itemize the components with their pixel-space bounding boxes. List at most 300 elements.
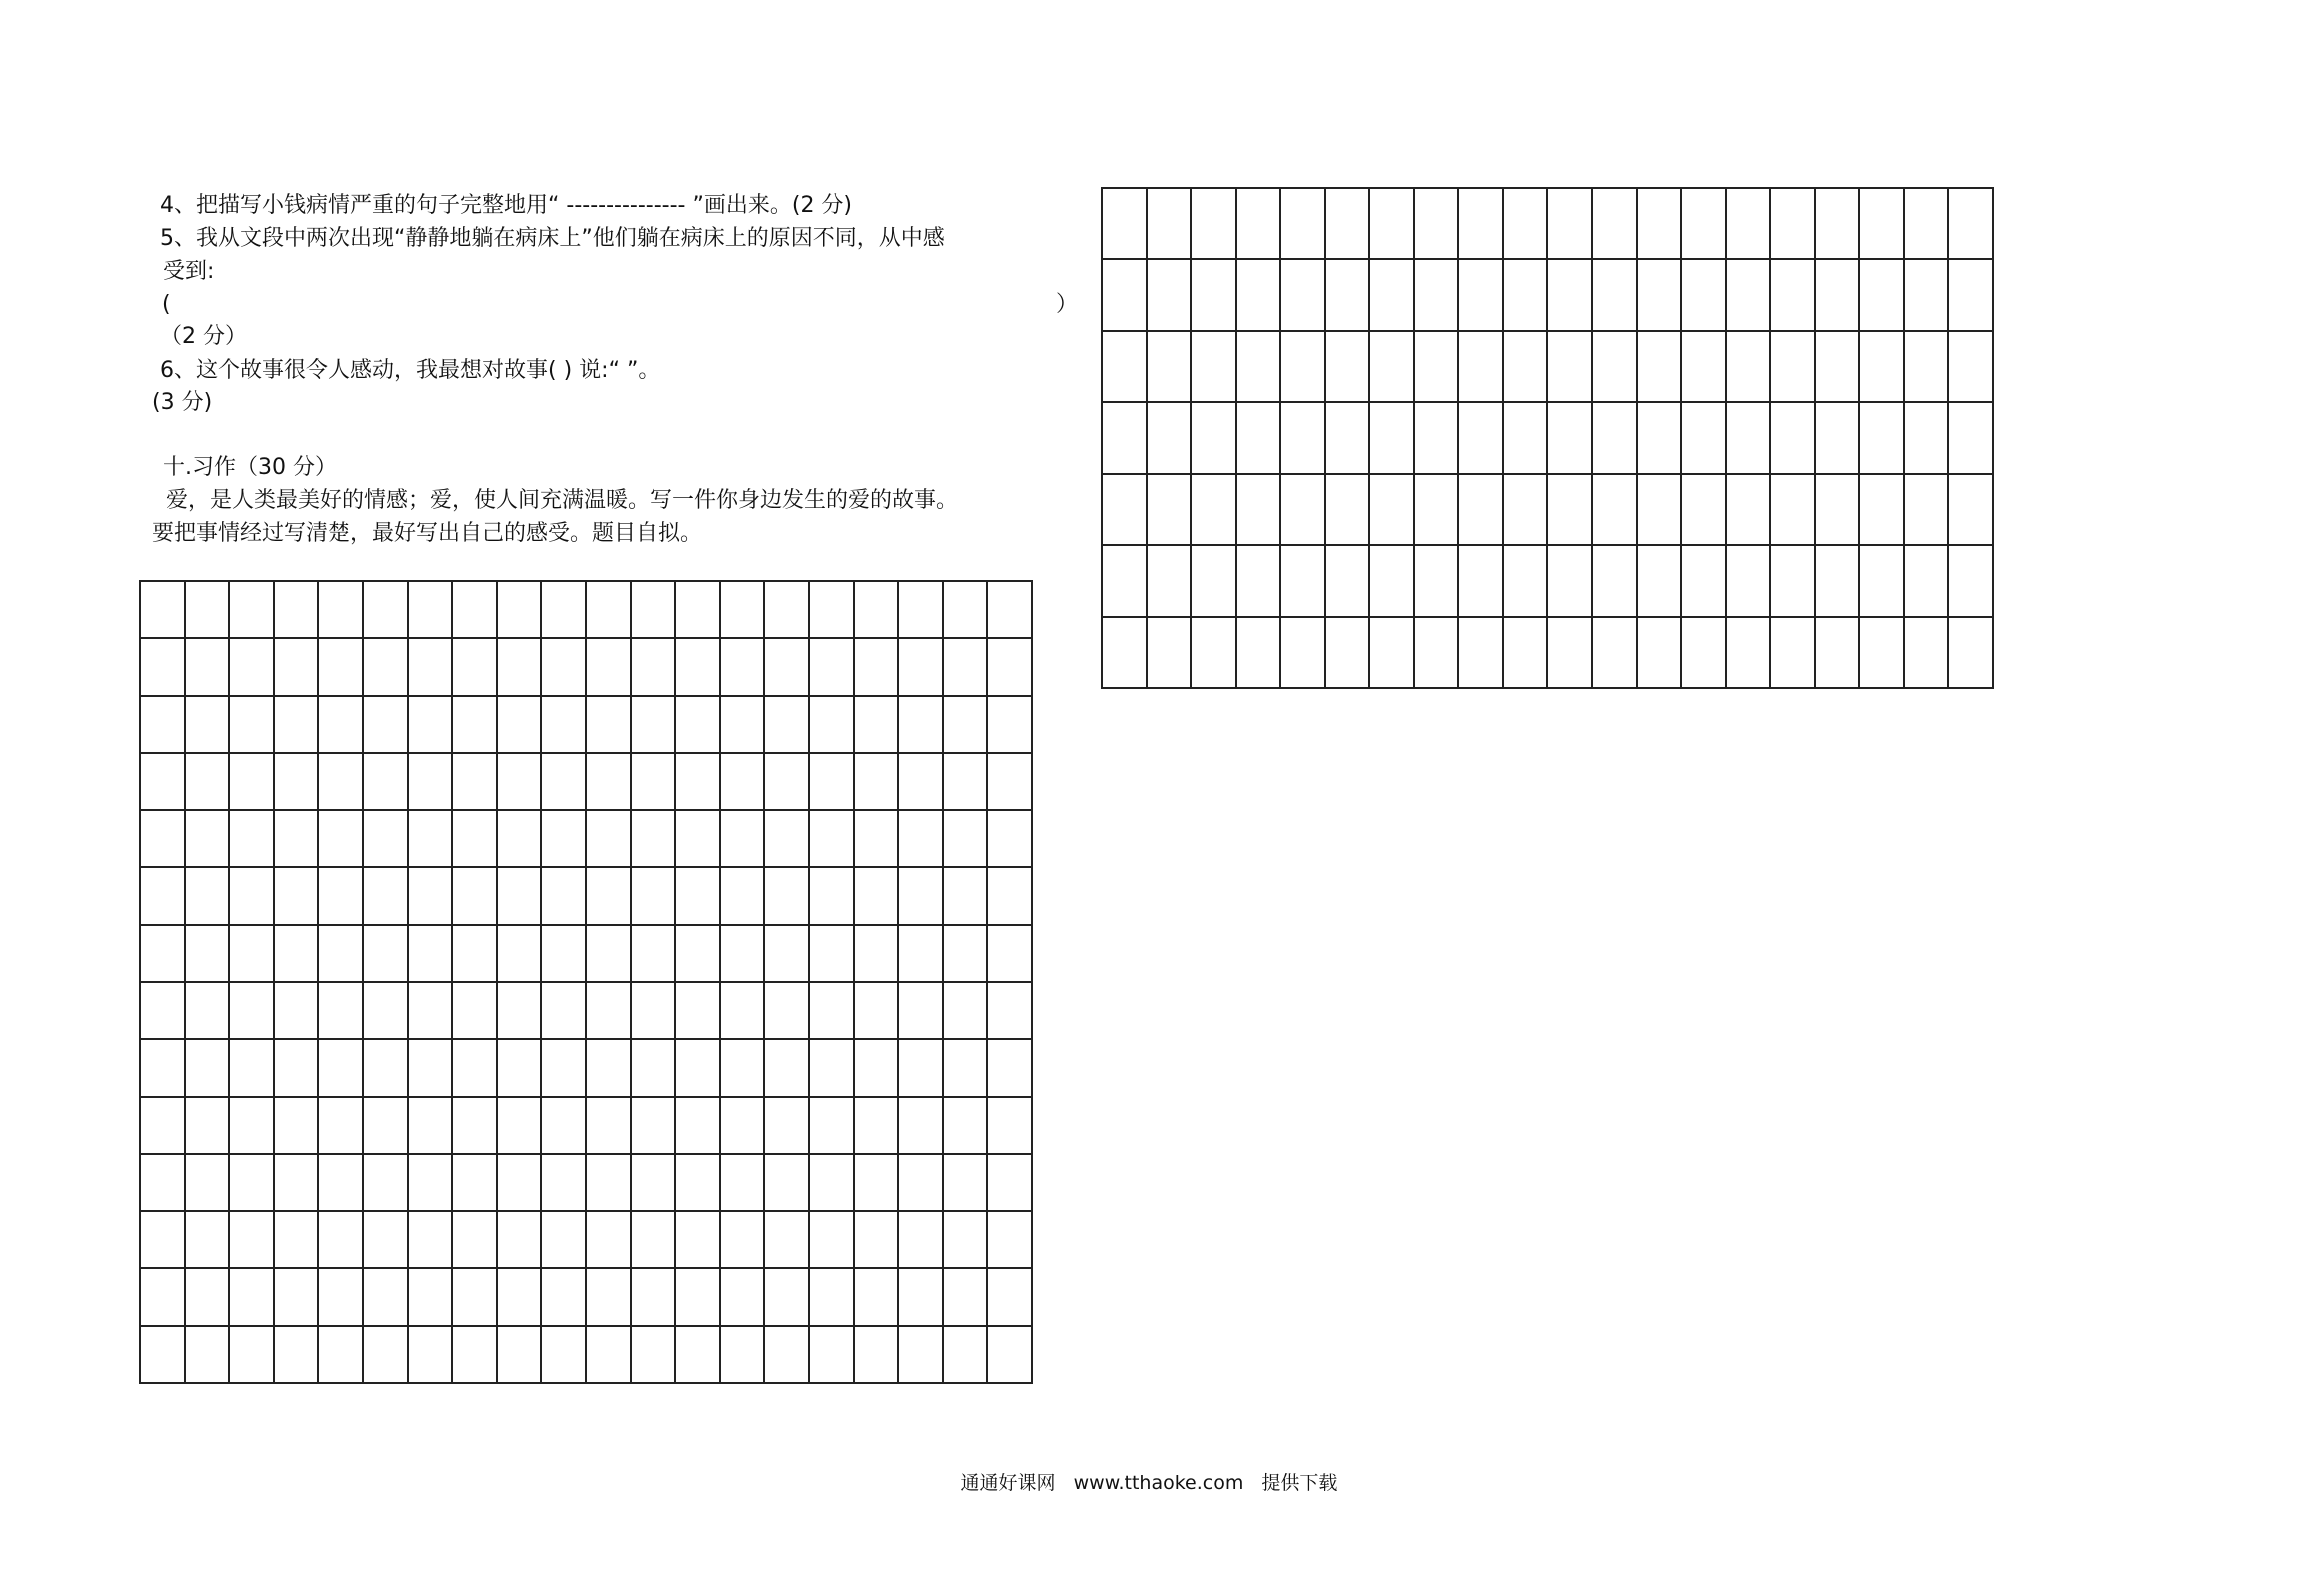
- grid-cell[interactable]: [1771, 403, 1816, 474]
- grid-cell[interactable]: [1682, 475, 1727, 546]
- grid-cell[interactable]: [1281, 260, 1326, 331]
- grid-cell[interactable]: [899, 811, 944, 868]
- grid-cell[interactable]: [587, 1212, 632, 1269]
- grid-cell[interactable]: [988, 926, 1033, 983]
- grid-cell[interactable]: [1548, 475, 1593, 546]
- grid-cell[interactable]: [721, 1212, 766, 1269]
- grid-cell[interactable]: [810, 1269, 855, 1326]
- grid-cell[interactable]: [721, 754, 766, 811]
- grid-cell[interactable]: [1281, 475, 1326, 546]
- grid-cell[interactable]: [587, 1040, 632, 1097]
- grid-cell[interactable]: [1192, 546, 1237, 617]
- grid-cell[interactable]: [1192, 618, 1237, 689]
- grid-cell[interactable]: [944, 1040, 989, 1097]
- grid-cell[interactable]: [1905, 332, 1950, 403]
- grid-cell[interactable]: [275, 1155, 320, 1212]
- grid-cell[interactable]: [186, 754, 231, 811]
- grid-cell[interactable]: [141, 582, 186, 639]
- grid-cell[interactable]: [364, 1040, 409, 1097]
- grid-cell[interactable]: [1638, 475, 1683, 546]
- grid-cell[interactable]: [1192, 475, 1237, 546]
- grid-cell[interactable]: [1816, 260, 1861, 331]
- grid-cell[interactable]: [676, 582, 721, 639]
- grid-cell[interactable]: [944, 811, 989, 868]
- grid-cell[interactable]: [1103, 332, 1148, 403]
- grid-cell[interactable]: [1281, 546, 1326, 617]
- grid-cell[interactable]: [1459, 260, 1504, 331]
- grid-cell[interactable]: [1638, 189, 1683, 260]
- grid-cell[interactable]: [721, 868, 766, 925]
- grid-cell[interactable]: [855, 926, 900, 983]
- grid-cell[interactable]: [855, 811, 900, 868]
- grid-cell[interactable]: [1504, 332, 1549, 403]
- grid-cell[interactable]: [364, 1155, 409, 1212]
- grid-cell[interactable]: [275, 811, 320, 868]
- grid-cell[interactable]: [1192, 260, 1237, 331]
- grid-cell[interactable]: [1370, 618, 1415, 689]
- grid-cell[interactable]: [1949, 332, 1994, 403]
- grid-cell[interactable]: [765, 697, 810, 754]
- grid-cell[interactable]: [1727, 403, 1772, 474]
- grid-cell[interactable]: [498, 1040, 543, 1097]
- grid-cell[interactable]: [944, 697, 989, 754]
- grid-cell[interactable]: [275, 754, 320, 811]
- grid-cell[interactable]: [1103, 618, 1148, 689]
- grid-cell[interactable]: [944, 868, 989, 925]
- grid-cell[interactable]: [1905, 403, 1950, 474]
- grid-cell[interactable]: [230, 868, 275, 925]
- grid-cell[interactable]: [542, 1269, 587, 1326]
- grid-cell[interactable]: [721, 1155, 766, 1212]
- grid-cell[interactable]: [988, 1269, 1033, 1326]
- grid-cell[interactable]: [542, 811, 587, 868]
- grid-cell[interactable]: [141, 983, 186, 1040]
- grid-cell[interactable]: [141, 639, 186, 696]
- grid-cell[interactable]: [1504, 618, 1549, 689]
- grid-cell[interactable]: [899, 868, 944, 925]
- grid-cell[interactable]: [1326, 260, 1371, 331]
- grid-cell[interactable]: [1860, 403, 1905, 474]
- grid-cell[interactable]: [230, 697, 275, 754]
- grid-cell[interactable]: [632, 983, 677, 1040]
- grid-cell[interactable]: [319, 697, 364, 754]
- grid-cell[interactable]: [186, 868, 231, 925]
- grid-cell[interactable]: [542, 1155, 587, 1212]
- grid-cell[interactable]: [1504, 189, 1549, 260]
- grid-cell[interactable]: [409, 1269, 454, 1326]
- grid-cell[interactable]: [1281, 332, 1326, 403]
- grid-cell[interactable]: [453, 1212, 498, 1269]
- grid-cell[interactable]: [1727, 618, 1772, 689]
- grid-cell[interactable]: [275, 1269, 320, 1326]
- grid-cell[interactable]: [141, 697, 186, 754]
- grid-cell[interactable]: [319, 754, 364, 811]
- grid-cell[interactable]: [141, 1098, 186, 1155]
- grid-cell[interactable]: [632, 697, 677, 754]
- grid-cell[interactable]: [899, 1155, 944, 1212]
- grid-cell[interactable]: [1370, 403, 1415, 474]
- grid-cell[interactable]: [542, 983, 587, 1040]
- grid-cell[interactable]: [275, 639, 320, 696]
- grid-cell[interactable]: [141, 811, 186, 868]
- grid-cell[interactable]: [1370, 260, 1415, 331]
- grid-cell[interactable]: [1949, 260, 1994, 331]
- grid-cell[interactable]: [409, 811, 454, 868]
- grid-cell[interactable]: [542, 1098, 587, 1155]
- grid-cell[interactable]: [1415, 189, 1460, 260]
- grid-cell[interactable]: [409, 754, 454, 811]
- grid-cell[interactable]: [364, 926, 409, 983]
- grid-cell[interactable]: [765, 1327, 810, 1384]
- grid-cell[interactable]: [186, 983, 231, 1040]
- grid-cell[interactable]: [855, 697, 900, 754]
- grid-cell[interactable]: [186, 811, 231, 868]
- grid-cell[interactable]: [1905, 546, 1950, 617]
- grid-cell[interactable]: [1370, 332, 1415, 403]
- grid-cell[interactable]: [1459, 618, 1504, 689]
- grid-cell[interactable]: [587, 1269, 632, 1326]
- grid-cell[interactable]: [899, 754, 944, 811]
- grid-cell[interactable]: [1326, 332, 1371, 403]
- grid-cell[interactable]: [409, 697, 454, 754]
- grid-cell[interactable]: [944, 639, 989, 696]
- grid-cell[interactable]: [230, 926, 275, 983]
- grid-cell[interactable]: [1638, 618, 1683, 689]
- grid-cell[interactable]: [1504, 475, 1549, 546]
- grid-cell[interactable]: [1192, 403, 1237, 474]
- grid-cell[interactable]: [1504, 260, 1549, 331]
- grid-cell[interactable]: [1237, 403, 1282, 474]
- grid-cell[interactable]: [721, 1327, 766, 1384]
- grid-cell[interactable]: [632, 1098, 677, 1155]
- grid-cell[interactable]: [498, 1269, 543, 1326]
- grid-cell[interactable]: [899, 582, 944, 639]
- grid-cell[interactable]: [364, 582, 409, 639]
- grid-cell[interactable]: [1816, 475, 1861, 546]
- grid-cell[interactable]: [721, 1269, 766, 1326]
- grid-cell[interactable]: [676, 1269, 721, 1326]
- grid-cell[interactable]: [498, 1212, 543, 1269]
- grid-cell[interactable]: [364, 868, 409, 925]
- grid-cell[interactable]: [988, 983, 1033, 1040]
- grid-cell[interactable]: [632, 1212, 677, 1269]
- grid-cell[interactable]: [1638, 546, 1683, 617]
- grid-cell[interactable]: [498, 754, 543, 811]
- grid-cell[interactable]: [275, 926, 320, 983]
- writing-grid-right[interactable]: [1101, 187, 1994, 689]
- grid-cell[interactable]: [319, 1040, 364, 1097]
- grid-cell[interactable]: [409, 926, 454, 983]
- grid-cell[interactable]: [1949, 189, 1994, 260]
- grid-cell[interactable]: [988, 697, 1033, 754]
- grid-cell[interactable]: [1905, 618, 1950, 689]
- grid-cell[interactable]: [810, 697, 855, 754]
- grid-cell[interactable]: [275, 1040, 320, 1097]
- grid-cell[interactable]: [899, 1040, 944, 1097]
- grid-cell[interactable]: [319, 868, 364, 925]
- grid-cell[interactable]: [141, 1212, 186, 1269]
- grid-cell[interactable]: [1192, 332, 1237, 403]
- grid-cell[interactable]: [855, 868, 900, 925]
- grid-cell[interactable]: [855, 1327, 900, 1384]
- grid-cell[interactable]: [498, 582, 543, 639]
- grid-cell[interactable]: [453, 1327, 498, 1384]
- grid-cell[interactable]: [587, 983, 632, 1040]
- grid-cell[interactable]: [409, 582, 454, 639]
- grid-cell[interactable]: [275, 983, 320, 1040]
- grid-cell[interactable]: [186, 1155, 231, 1212]
- grid-cell[interactable]: [275, 697, 320, 754]
- grid-cell[interactable]: [409, 1098, 454, 1155]
- grid-cell[interactable]: [899, 983, 944, 1040]
- grid-cell[interactable]: [319, 811, 364, 868]
- grid-cell[interactable]: [1771, 475, 1816, 546]
- grid-cell[interactable]: [1593, 189, 1638, 260]
- grid-cell[interactable]: [944, 582, 989, 639]
- grid-cell[interactable]: [676, 639, 721, 696]
- grid-cell[interactable]: [765, 1098, 810, 1155]
- grid-cell[interactable]: [1593, 546, 1638, 617]
- grid-cell[interactable]: [899, 1269, 944, 1326]
- grid-cell[interactable]: [1727, 260, 1772, 331]
- grid-cell[interactable]: [988, 1098, 1033, 1155]
- grid-cell[interactable]: [1548, 403, 1593, 474]
- grid-cell[interactable]: [1548, 618, 1593, 689]
- grid-cell[interactable]: [988, 1040, 1033, 1097]
- grid-cell[interactable]: [899, 1212, 944, 1269]
- grid-cell[interactable]: [765, 1212, 810, 1269]
- grid-cell[interactable]: [1816, 546, 1861, 617]
- grid-cell[interactable]: [1638, 332, 1683, 403]
- grid-cell[interactable]: [676, 811, 721, 868]
- grid-cell[interactable]: [230, 983, 275, 1040]
- grid-cell[interactable]: [944, 1327, 989, 1384]
- grid-cell[interactable]: [1905, 475, 1950, 546]
- grid-cell[interactable]: [1593, 475, 1638, 546]
- grid-cell[interactable]: [810, 1212, 855, 1269]
- grid-cell[interactable]: [1682, 403, 1727, 474]
- writing-grid-left[interactable]: [139, 580, 1033, 1384]
- grid-cell[interactable]: [632, 754, 677, 811]
- grid-cell[interactable]: [676, 983, 721, 1040]
- grid-cell[interactable]: [810, 868, 855, 925]
- grid-cell[interactable]: [141, 1155, 186, 1212]
- grid-cell[interactable]: [186, 1212, 231, 1269]
- grid-cell[interactable]: [275, 1327, 320, 1384]
- grid-cell[interactable]: [1504, 403, 1549, 474]
- grid-cell[interactable]: [275, 1098, 320, 1155]
- grid-cell[interactable]: [676, 926, 721, 983]
- grid-cell[interactable]: [141, 926, 186, 983]
- grid-cell[interactable]: [765, 1040, 810, 1097]
- grid-cell[interactable]: [1727, 546, 1772, 617]
- grid-cell[interactable]: [364, 1327, 409, 1384]
- grid-cell[interactable]: [899, 926, 944, 983]
- grid-cell[interactable]: [632, 1040, 677, 1097]
- grid-cell[interactable]: [810, 1155, 855, 1212]
- grid-cell[interactable]: [587, 926, 632, 983]
- grid-cell[interactable]: [319, 639, 364, 696]
- grid-cell[interactable]: [1237, 189, 1282, 260]
- grid-cell[interactable]: [409, 868, 454, 925]
- grid-cell[interactable]: [1949, 403, 1994, 474]
- grid-cell[interactable]: [765, 639, 810, 696]
- grid-cell[interactable]: [1103, 546, 1148, 617]
- grid-cell[interactable]: [1415, 546, 1460, 617]
- grid-cell[interactable]: [1326, 546, 1371, 617]
- grid-cell[interactable]: [1370, 546, 1415, 617]
- grid-cell[interactable]: [230, 811, 275, 868]
- grid-cell[interactable]: [855, 1212, 900, 1269]
- grid-cell[interactable]: [810, 983, 855, 1040]
- grid-cell[interactable]: [141, 1040, 186, 1097]
- grid-cell[interactable]: [1682, 332, 1727, 403]
- grid-cell[interactable]: [186, 1098, 231, 1155]
- grid-cell[interactable]: [810, 926, 855, 983]
- grid-cell[interactable]: [1860, 260, 1905, 331]
- grid-cell[interactable]: [1281, 618, 1326, 689]
- grid-cell[interactable]: [364, 639, 409, 696]
- grid-cell[interactable]: [542, 697, 587, 754]
- grid-cell[interactable]: [1237, 546, 1282, 617]
- grid-cell[interactable]: [453, 754, 498, 811]
- grid-cell[interactable]: [498, 868, 543, 925]
- grid-cell[interactable]: [230, 1212, 275, 1269]
- grid-cell[interactable]: [587, 1155, 632, 1212]
- grid-cell[interactable]: [1771, 332, 1816, 403]
- grid-cell[interactable]: [1415, 475, 1460, 546]
- grid-cell[interactable]: [186, 639, 231, 696]
- grid-cell[interactable]: [409, 983, 454, 1040]
- grid-cell[interactable]: [141, 1327, 186, 1384]
- grid-cell[interactable]: [810, 811, 855, 868]
- grid-cell[interactable]: [498, 811, 543, 868]
- grid-cell[interactable]: [1326, 618, 1371, 689]
- grid-cell[interactable]: [1103, 475, 1148, 546]
- grid-cell[interactable]: [1192, 189, 1237, 260]
- grid-cell[interactable]: [1682, 189, 1727, 260]
- grid-cell[interactable]: [765, 754, 810, 811]
- grid-cell[interactable]: [1237, 332, 1282, 403]
- grid-cell[interactable]: [1148, 618, 1193, 689]
- grid-cell[interactable]: [1593, 618, 1638, 689]
- grid-cell[interactable]: [1593, 403, 1638, 474]
- grid-cell[interactable]: [988, 1155, 1033, 1212]
- grid-cell[interactable]: [542, 1212, 587, 1269]
- grid-cell[interactable]: [1548, 546, 1593, 617]
- grid-cell[interactable]: [453, 1155, 498, 1212]
- grid-cell[interactable]: [364, 811, 409, 868]
- grid-cell[interactable]: [899, 639, 944, 696]
- grid-cell[interactable]: [1548, 260, 1593, 331]
- grid-cell[interactable]: [899, 697, 944, 754]
- grid-cell[interactable]: [1905, 189, 1950, 260]
- grid-cell[interactable]: [453, 697, 498, 754]
- grid-cell[interactable]: [1237, 475, 1282, 546]
- grid-cell[interactable]: [498, 983, 543, 1040]
- grid-cell[interactable]: [1148, 332, 1193, 403]
- grid-cell[interactable]: [988, 1327, 1033, 1384]
- grid-cell[interactable]: [409, 1212, 454, 1269]
- grid-cell[interactable]: [1370, 475, 1415, 546]
- grid-cell[interactable]: [1103, 189, 1148, 260]
- grid-cell[interactable]: [1860, 475, 1905, 546]
- grid-cell[interactable]: [275, 582, 320, 639]
- grid-cell[interactable]: [1148, 189, 1193, 260]
- grid-cell[interactable]: [453, 983, 498, 1040]
- grid-cell[interactable]: [275, 868, 320, 925]
- grid-cell[interactable]: [141, 754, 186, 811]
- grid-cell[interactable]: [498, 1098, 543, 1155]
- grid-cell[interactable]: [944, 926, 989, 983]
- grid-cell[interactable]: [810, 639, 855, 696]
- grid-cell[interactable]: [1459, 189, 1504, 260]
- grid-cell[interactable]: [230, 1098, 275, 1155]
- grid-cell[interactable]: [676, 697, 721, 754]
- grid-cell[interactable]: [453, 811, 498, 868]
- grid-cell[interactable]: [542, 926, 587, 983]
- grid-cell[interactable]: [855, 754, 900, 811]
- grid-cell[interactable]: [899, 1098, 944, 1155]
- grid-cell[interactable]: [944, 1155, 989, 1212]
- grid-cell[interactable]: [498, 697, 543, 754]
- grid-cell[interactable]: [1816, 189, 1861, 260]
- grid-cell[interactable]: [1548, 189, 1593, 260]
- grid-cell[interactable]: [230, 1269, 275, 1326]
- grid-cell[interactable]: [988, 1212, 1033, 1269]
- grid-cell[interactable]: [1237, 618, 1282, 689]
- grid-cell[interactable]: [1727, 332, 1772, 403]
- grid-cell[interactable]: [676, 1098, 721, 1155]
- grid-cell[interactable]: [632, 868, 677, 925]
- grid-cell[interactable]: [1148, 260, 1193, 331]
- grid-cell[interactable]: [810, 1327, 855, 1384]
- grid-cell[interactable]: [186, 582, 231, 639]
- grid-cell[interactable]: [721, 1098, 766, 1155]
- grid-cell[interactable]: [587, 754, 632, 811]
- grid-cell[interactable]: [676, 1040, 721, 1097]
- grid-cell[interactable]: [1949, 618, 1994, 689]
- grid-cell[interactable]: [632, 1327, 677, 1384]
- grid-cell[interactable]: [1415, 260, 1460, 331]
- grid-cell[interactable]: [1816, 332, 1861, 403]
- grid-cell[interactable]: [587, 639, 632, 696]
- grid-cell[interactable]: [1949, 546, 1994, 617]
- grid-cell[interactable]: [186, 1327, 231, 1384]
- grid-cell[interactable]: [186, 926, 231, 983]
- grid-cell[interactable]: [319, 983, 364, 1040]
- grid-cell[interactable]: [1682, 546, 1727, 617]
- grid-cell[interactable]: [1593, 260, 1638, 331]
- grid-cell[interactable]: [1103, 403, 1148, 474]
- grid-cell[interactable]: [1459, 332, 1504, 403]
- grid-cell[interactable]: [855, 1155, 900, 1212]
- grid-cell[interactable]: [1638, 403, 1683, 474]
- grid-cell[interactable]: [765, 868, 810, 925]
- grid-cell[interactable]: [542, 754, 587, 811]
- grid-cell[interactable]: [721, 639, 766, 696]
- grid-cell[interactable]: [1727, 475, 1772, 546]
- grid-cell[interactable]: [944, 1212, 989, 1269]
- grid-cell[interactable]: [810, 1098, 855, 1155]
- grid-cell[interactable]: [855, 639, 900, 696]
- grid-cell[interactable]: [364, 1269, 409, 1326]
- grid-cell[interactable]: [453, 639, 498, 696]
- grid-cell[interactable]: [1281, 189, 1326, 260]
- grid-cell[interactable]: [319, 582, 364, 639]
- grid-cell[interactable]: [1860, 618, 1905, 689]
- grid-cell[interactable]: [542, 639, 587, 696]
